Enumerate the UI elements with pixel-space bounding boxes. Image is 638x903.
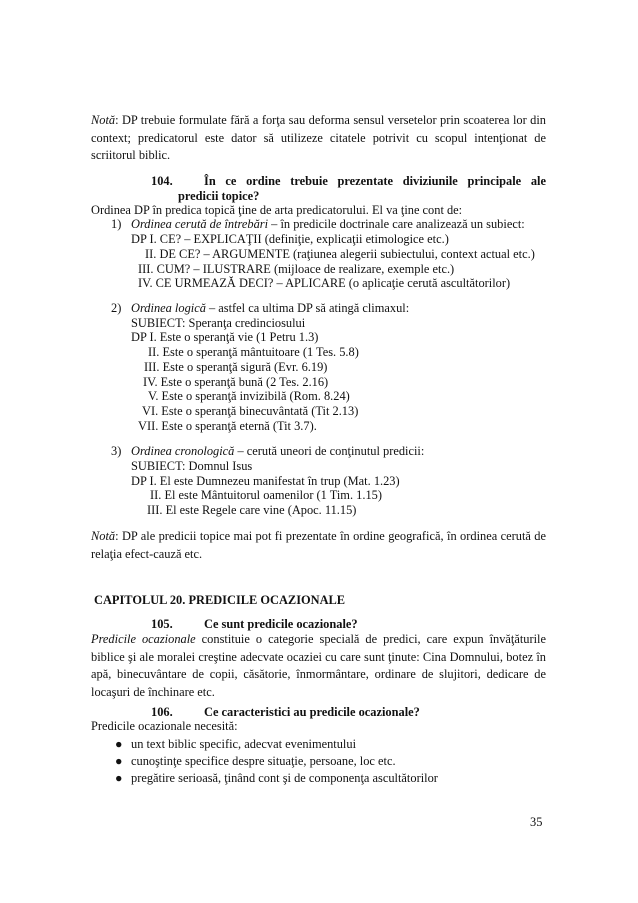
order-3-heading <box>131 444 424 459</box>
question-105-paragraph <box>91 631 546 701</box>
question-104-title-line1: În ce ordine trebuie prezentate diviziunile principale ale <box>204 174 546 188</box>
note-text: : DP trebuie formulate fără a forţa sau deforma sensul versetelor prin scoaterea lor din context; predicatorul este dator să utilizeze citatele potrivit cu scopul intenţionat de scriitorul biblic. <box>91 113 546 162</box>
note-text: : DP ale predicii topice mai pot fi prezentate în ordine geografică, în ordinea cerută de relaţia efect-cauză etc. <box>91 529 546 561</box>
order-2-line-3: II. Este o speranţă mântuitoare (1 Tes. 5.8) <box>148 345 359 359</box>
order-1-name: Ordinea cerută de întrebări <box>131 217 269 231</box>
chapter-title: CAPITOLUL 20. PREDICILE OCAZIONALE <box>94 593 346 607</box>
order-1-line-4: IV. CE URMEAZĂ DECI? – APLICARE (o aplicaţie cerută ascultătorilor) <box>138 276 511 290</box>
order-2-marker: 2) <box>111 301 122 315</box>
order-2-line-1: SUBIECT: Speranţa credinciosului <box>131 316 306 330</box>
order-2-line-5: IV. Este o speranţă bună (2 Tes. 2.16) <box>143 375 329 389</box>
question-105-text: constituie o categorie specială de predici, care expun învăţăturile biblice şi ale moralei creştine adecvate ocaziei cu care sunt ţinute: Cina Domnului, botez în apă, binecuvântare de copii, căsătorie, înmormântare, ordinare de slujitori, dedicare de locaşuri de închinare etc. <box>91 632 546 699</box>
question-106-number: 106. <box>151 705 173 719</box>
question-105-number: 105. <box>151 617 173 631</box>
bullet-text: cunoştinţe specifice despre situaţie, persoane, loc etc. <box>131 754 396 768</box>
bullet-item <box>115 771 438 786</box>
note-paragraph-2 <box>91 528 546 563</box>
note-label: Notă <box>91 113 116 127</box>
order-3-line-3: II. El este Mântuitorul oamenilor (1 Tim. 1.15) <box>150 488 382 502</box>
bullet-dot-icon: ● <box>115 771 123 785</box>
order-2-line-2: DP I. Este o speranţă vie (1 Petru 1.3) <box>131 330 319 344</box>
bullet-item <box>115 754 396 769</box>
order-1-heading <box>131 217 525 232</box>
order-2-line-7: VI. Este o speranţă binecuvântată (Tit 2.13) <box>142 404 359 418</box>
order-2-name: Ordinea logică <box>131 301 206 315</box>
bullet-dot-icon: ● <box>115 754 123 768</box>
bullet-text: un text biblic specific, adecvat evenimentului <box>131 737 357 751</box>
order-3-line-4: III. El este Regele care vine (Apoc. 11.15) <box>147 503 357 517</box>
order-1-desc: – în predicile doctrinale care analizează un subiect: <box>268 217 525 231</box>
order-3-line-1: SUBIECT: Domnul Isus <box>131 459 253 473</box>
bullet-dot-icon: ● <box>115 737 123 751</box>
order-1-line-2: II. DE CE? – ARGUMENTE (raţiunea alegerii subiectului, context actual etc.) <box>145 247 535 261</box>
order-3-line-2: DP I. El este Dumnezeu manifestat în trup (Mat. 1.23) <box>131 474 400 488</box>
order-2-heading <box>131 301 409 316</box>
note-paragraph-1 <box>91 112 546 165</box>
order-1-marker: 1) <box>111 217 122 231</box>
question-105-term: Predicile ocazionale <box>91 632 196 646</box>
question-105-title: Ce sunt predicile ocazionale? <box>204 617 358 631</box>
question-106-intro: Predicile ocazionale necesită: <box>91 719 238 733</box>
note-label: Notă <box>91 529 116 543</box>
order-3-name: Ordinea cronologică <box>131 444 235 458</box>
question-106-title: Ce caracteristici au predicile ocazionale? <box>204 705 420 719</box>
bullet-item <box>115 737 356 752</box>
bullet-text: pregătire serioasă, ţinând cont şi de componenţa ascultătorilor <box>131 771 438 785</box>
question-104-title-line2: predicii topice? <box>178 189 260 203</box>
page-number: 35 <box>530 815 543 829</box>
order-3-desc: – cerută uneori de conţinutul predicii: <box>234 444 425 458</box>
order-1-line-3: III. CUM? – ILUSTRARE (mijloace de realizare, exemple etc.) <box>138 262 455 276</box>
order-2-line-4: III. Este o speranţă sigură (Evr. 6.19) <box>144 360 328 374</box>
order-3-marker: 3) <box>111 444 122 458</box>
order-2-line-6: V. Este o speranţă invizibilă (Rom. 8.24) <box>148 389 350 403</box>
question-104-number: 104. <box>151 174 173 188</box>
order-2-desc: – astfel ca ultima DP să atingă climaxul: <box>205 301 410 315</box>
order-1-line-1: DP I. CE? – EXPLICAŢII (definiţie, explicaţii etimologice etc.) <box>131 232 449 246</box>
question-104-intro: Ordinea DP în predica topică ţine de arta predicatorului. El va ţine cont de: <box>91 203 463 217</box>
order-2-line-8: VII. Este o speranţă eternă (Tit 3.7). <box>138 419 317 433</box>
